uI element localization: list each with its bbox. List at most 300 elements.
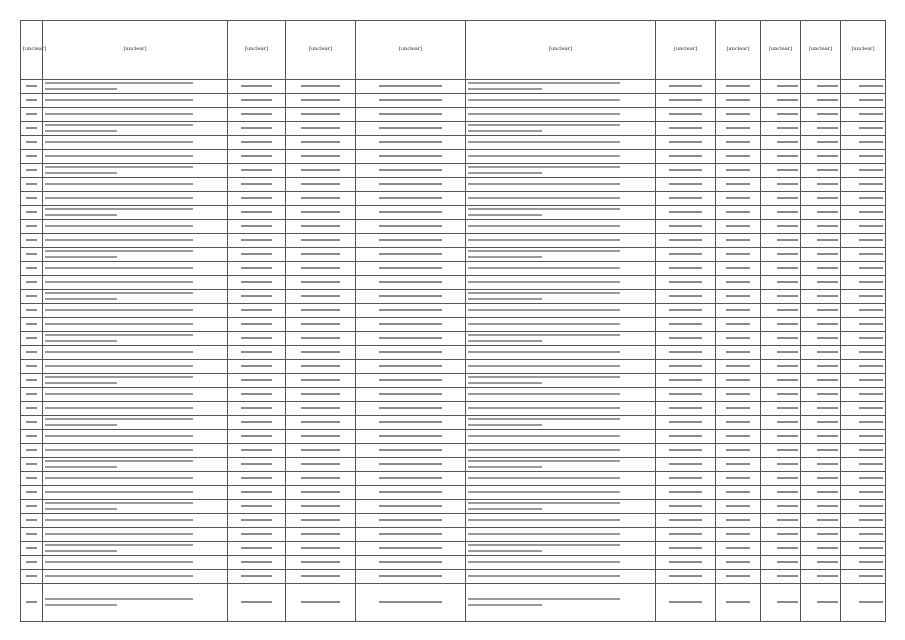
cell-land-category (356, 150, 466, 164)
cell-use-code (656, 248, 716, 262)
cell-object-code (716, 304, 761, 318)
cell-area (761, 416, 801, 430)
cell-location (43, 556, 228, 570)
table-row (21, 514, 886, 528)
cell-ks (841, 164, 886, 178)
cell-object-code (716, 262, 761, 276)
cell-object-code (716, 458, 761, 472)
cell-area (761, 206, 801, 220)
cell-ks (841, 486, 886, 500)
table-row (21, 388, 886, 402)
cell-cadastral-number (286, 346, 356, 360)
cell-number (21, 360, 43, 374)
cell-upks (801, 276, 841, 290)
cell-ks (841, 346, 886, 360)
cell-area (761, 248, 801, 262)
cell-land-category (356, 318, 466, 332)
cell-location (43, 318, 228, 332)
table-row (21, 528, 886, 542)
cell-land-category (356, 94, 466, 108)
cell-object-code (716, 444, 761, 458)
cell-number (21, 374, 43, 388)
cell-cadastral-number (286, 206, 356, 220)
cell-permitted-use (466, 486, 656, 500)
cell-location (43, 108, 228, 122)
cell-land-category (356, 402, 466, 416)
cell-object-code (716, 570, 761, 584)
table-row (21, 136, 886, 150)
cell-area (761, 178, 801, 192)
table-row (21, 458, 886, 472)
cell-number (21, 514, 43, 528)
cell-district (228, 556, 286, 570)
cell-cadastral-number (286, 276, 356, 290)
table-row (21, 374, 886, 388)
cell-district (228, 262, 286, 276)
cell-ks (841, 304, 886, 318)
cell-object-code (716, 150, 761, 164)
cell-location (43, 416, 228, 430)
cell-upks (801, 388, 841, 402)
cell-location (43, 262, 228, 276)
cell-permitted-use (466, 262, 656, 276)
cell-area (761, 458, 801, 472)
cell-land-category (356, 234, 466, 248)
cell-ks (841, 318, 886, 332)
table-row (21, 346, 886, 360)
cell-number (21, 346, 43, 360)
cell-land-category (356, 220, 466, 234)
cell-ks (841, 514, 886, 528)
cell-district (228, 122, 286, 136)
cell-upks (801, 136, 841, 150)
cell-area (761, 360, 801, 374)
cell-object-code (716, 514, 761, 528)
cell-area (761, 514, 801, 528)
cell-use-code (656, 486, 716, 500)
cell-ks (841, 150, 886, 164)
cell-upks (801, 206, 841, 220)
cell-land-category (356, 416, 466, 430)
cell-object-code (716, 346, 761, 360)
cell-object-code (716, 122, 761, 136)
cell-location (43, 234, 228, 248)
cell-area (761, 262, 801, 276)
cell-object-code (716, 556, 761, 570)
cell-object-code (716, 542, 761, 556)
cell-number (21, 136, 43, 150)
cell-object-code (716, 388, 761, 402)
cell-use-code (656, 430, 716, 444)
cell-upks (801, 164, 841, 178)
cell-area (761, 150, 801, 164)
cell-use-code (656, 136, 716, 150)
cell-object-code (716, 94, 761, 108)
cell-upks (801, 444, 841, 458)
cell-permitted-use (466, 584, 656, 622)
cell-permitted-use (466, 80, 656, 94)
cell-number (21, 276, 43, 290)
cell-number (21, 542, 43, 556)
cell-upks (801, 528, 841, 542)
cell-use-code (656, 458, 716, 472)
cell-cadastral-number (286, 290, 356, 304)
cell-area (761, 332, 801, 346)
cell-location (43, 192, 228, 206)
cell-area (761, 304, 801, 318)
col-header-district: [unclear] (228, 21, 286, 80)
cell-upks (801, 234, 841, 248)
cell-permitted-use (466, 304, 656, 318)
cell-location (43, 402, 228, 416)
table-row (21, 108, 886, 122)
cell-district (228, 248, 286, 262)
cell-object-code (716, 206, 761, 220)
col-header-ks: [unclear] (841, 21, 886, 80)
cell-cadastral-number (286, 248, 356, 262)
header-row (21, 21, 886, 80)
cell-number (21, 318, 43, 332)
cell-use-code (656, 178, 716, 192)
cell-district (228, 444, 286, 458)
cell-permitted-use (466, 444, 656, 458)
cell-object-code (716, 80, 761, 94)
cell-district (228, 416, 286, 430)
table-row (21, 472, 886, 486)
cell-district (228, 402, 286, 416)
cell-land-category (356, 360, 466, 374)
cell-number (21, 178, 43, 192)
cell-cadastral-number (286, 136, 356, 150)
cell-ks (841, 276, 886, 290)
cell-use-code (656, 332, 716, 346)
cell-location (43, 220, 228, 234)
cell-upks (801, 360, 841, 374)
cell-cadastral-number (286, 570, 356, 584)
cell-cadastral-number (286, 164, 356, 178)
cell-use-code (656, 276, 716, 290)
col-header-use-code: [unclear] (656, 21, 716, 80)
cell-cadastral-number (286, 472, 356, 486)
cell-upks (801, 108, 841, 122)
cell-land-category (356, 486, 466, 500)
cell-cadastral-number (286, 318, 356, 332)
cell-number (21, 150, 43, 164)
cell-number (21, 122, 43, 136)
cell-number (21, 500, 43, 514)
cell-location (43, 486, 228, 500)
cell-ks (841, 444, 886, 458)
cell-cadastral-number (286, 150, 356, 164)
cell-object-code (716, 332, 761, 346)
cell-permitted-use (466, 136, 656, 150)
cell-number (21, 416, 43, 430)
cell-cadastral-number (286, 542, 356, 556)
cell-ks (841, 234, 886, 248)
cell-location (43, 164, 228, 178)
cell-use-code (656, 164, 716, 178)
cell-object-code (716, 248, 761, 262)
cell-land-category (356, 514, 466, 528)
table-row (21, 360, 886, 374)
cell-cadastral-number (286, 402, 356, 416)
cell-upks (801, 556, 841, 570)
cell-land-category (356, 444, 466, 458)
cell-use-code (656, 444, 716, 458)
cell-area (761, 136, 801, 150)
cell-area (761, 80, 801, 94)
cell-upks (801, 514, 841, 528)
cell-district (228, 234, 286, 248)
cell-use-code (656, 416, 716, 430)
cell-area (761, 346, 801, 360)
cell-district (228, 346, 286, 360)
cell-cadastral-number (286, 234, 356, 248)
cell-number (21, 94, 43, 108)
cell-ks (841, 94, 886, 108)
cell-ks (841, 136, 886, 150)
cell-cadastral-number (286, 360, 356, 374)
cell-use-code (656, 290, 716, 304)
col-header-upks: [unclear] (801, 21, 841, 80)
cell-permitted-use (466, 220, 656, 234)
cell-district (228, 304, 286, 318)
cell-cadastral-number (286, 80, 356, 94)
cell-number (21, 472, 43, 486)
cell-cadastral-number (286, 388, 356, 402)
cell-ks (841, 360, 886, 374)
table-row (21, 122, 886, 136)
cell-permitted-use (466, 430, 656, 444)
cell-object-code (716, 276, 761, 290)
cell-location (43, 360, 228, 374)
cell-land-category (356, 556, 466, 570)
cell-land-category (356, 430, 466, 444)
cell-permitted-use (466, 150, 656, 164)
cell-land-category (356, 192, 466, 206)
cell-upks (801, 458, 841, 472)
table-row (21, 234, 886, 248)
cell-location (43, 248, 228, 262)
cell-area (761, 108, 801, 122)
cell-use-code (656, 192, 716, 206)
cell-district (228, 108, 286, 122)
cell-upks (801, 486, 841, 500)
cell-number (21, 290, 43, 304)
cell-number (21, 206, 43, 220)
cell-land-category (356, 108, 466, 122)
cell-use-code (656, 402, 716, 416)
cell-permitted-use (466, 556, 656, 570)
cell-district (228, 388, 286, 402)
cell-ks (841, 206, 886, 220)
cell-number (21, 80, 43, 94)
cell-use-code (656, 528, 716, 542)
cell-cadastral-number (286, 458, 356, 472)
cell-number (21, 234, 43, 248)
cell-use-code (656, 108, 716, 122)
cell-number (21, 164, 43, 178)
cell-object-code (716, 500, 761, 514)
cell-ks (841, 248, 886, 262)
cell-object-code (716, 290, 761, 304)
registry-table (20, 20, 886, 622)
cell-object-code (716, 178, 761, 192)
cell-permitted-use (466, 514, 656, 528)
cell-area (761, 122, 801, 136)
cell-district (228, 192, 286, 206)
cell-upks (801, 220, 841, 234)
cell-object-code (716, 318, 761, 332)
cell-upks (801, 570, 841, 584)
table-row (21, 80, 886, 94)
cell-number (21, 556, 43, 570)
cell-number (21, 304, 43, 318)
cell-area (761, 486, 801, 500)
cell-land-category (356, 80, 466, 94)
cell-number (21, 430, 43, 444)
cell-object-code (716, 234, 761, 248)
cell-district (228, 374, 286, 388)
cell-location (43, 304, 228, 318)
cell-location (43, 80, 228, 94)
table-row (21, 416, 886, 430)
cell-upks (801, 192, 841, 206)
cell-permitted-use (466, 360, 656, 374)
cell-area (761, 528, 801, 542)
cell-permitted-use (466, 248, 656, 262)
cell-ks (841, 542, 886, 556)
cell-use-code (656, 388, 716, 402)
table-row (21, 276, 886, 290)
col-header-area: [unclear] (761, 21, 801, 80)
cell-permitted-use (466, 542, 656, 556)
cell-upks (801, 402, 841, 416)
table-row (21, 290, 886, 304)
cell-location (43, 388, 228, 402)
cell-object-code (716, 584, 761, 622)
cell-number (21, 402, 43, 416)
cell-upks (801, 430, 841, 444)
cell-location (43, 472, 228, 486)
cell-land-category (356, 458, 466, 472)
cell-use-code (656, 234, 716, 248)
cell-cadastral-number (286, 584, 356, 622)
cell-location (43, 150, 228, 164)
cell-location (43, 444, 228, 458)
cell-upks (801, 94, 841, 108)
cell-ks (841, 262, 886, 276)
cell-ks (841, 108, 886, 122)
cell-upks (801, 500, 841, 514)
cell-cadastral-number (286, 108, 356, 122)
cell-use-code (656, 570, 716, 584)
cell-district (228, 430, 286, 444)
cell-upks (801, 178, 841, 192)
cell-area (761, 388, 801, 402)
cell-permitted-use (466, 290, 656, 304)
cell-district (228, 164, 286, 178)
cell-land-category (356, 584, 466, 622)
cell-number (21, 108, 43, 122)
cell-use-code (656, 318, 716, 332)
cell-upks (801, 332, 841, 346)
cell-land-category (356, 178, 466, 192)
table-row (21, 570, 886, 584)
cell-land-category (356, 304, 466, 318)
cell-object-code (716, 136, 761, 150)
cell-object-code (716, 192, 761, 206)
cell-district (228, 528, 286, 542)
table-row (21, 332, 886, 346)
cell-district (228, 472, 286, 486)
cell-district (228, 514, 286, 528)
cell-object-code (716, 374, 761, 388)
cell-cadastral-number (286, 374, 356, 388)
cell-district (228, 570, 286, 584)
cell-upks (801, 262, 841, 276)
cell-cadastral-number (286, 556, 356, 570)
cell-district (228, 360, 286, 374)
cell-location (43, 430, 228, 444)
cell-ks (841, 528, 886, 542)
cell-upks (801, 584, 841, 622)
cell-land-category (356, 276, 466, 290)
cell-cadastral-number (286, 262, 356, 276)
cell-cadastral-number (286, 122, 356, 136)
cell-land-category (356, 332, 466, 346)
table-row (21, 94, 886, 108)
cell-ks (841, 192, 886, 206)
col-header-location: [unclear] (43, 21, 228, 80)
cell-upks (801, 248, 841, 262)
cell-area (761, 192, 801, 206)
cell-district (228, 136, 286, 150)
cell-use-code (656, 514, 716, 528)
col-header-permitted-use: [unclear] (466, 21, 656, 80)
table-row (21, 220, 886, 234)
cell-land-category (356, 374, 466, 388)
cell-ks (841, 570, 886, 584)
cell-location (43, 500, 228, 514)
cell-permitted-use (466, 178, 656, 192)
cell-number (21, 262, 43, 276)
cell-object-code (716, 472, 761, 486)
cell-district (228, 318, 286, 332)
cell-number (21, 458, 43, 472)
cell-ks (841, 220, 886, 234)
cell-cadastral-number (286, 514, 356, 528)
cell-ks (841, 332, 886, 346)
cell-district (228, 500, 286, 514)
table-row (21, 556, 886, 570)
cell-use-code (656, 220, 716, 234)
table-row (21, 402, 886, 416)
cell-district (228, 542, 286, 556)
cell-object-code (716, 220, 761, 234)
cell-location (43, 178, 228, 192)
table-row (21, 542, 886, 556)
table-row (21, 444, 886, 458)
cell-district (228, 458, 286, 472)
table-row (21, 500, 886, 514)
cell-location (43, 528, 228, 542)
cell-location (43, 584, 228, 622)
cell-cadastral-number (286, 528, 356, 542)
cell-use-code (656, 584, 716, 622)
table-row (21, 262, 886, 276)
cell-use-code (656, 500, 716, 514)
